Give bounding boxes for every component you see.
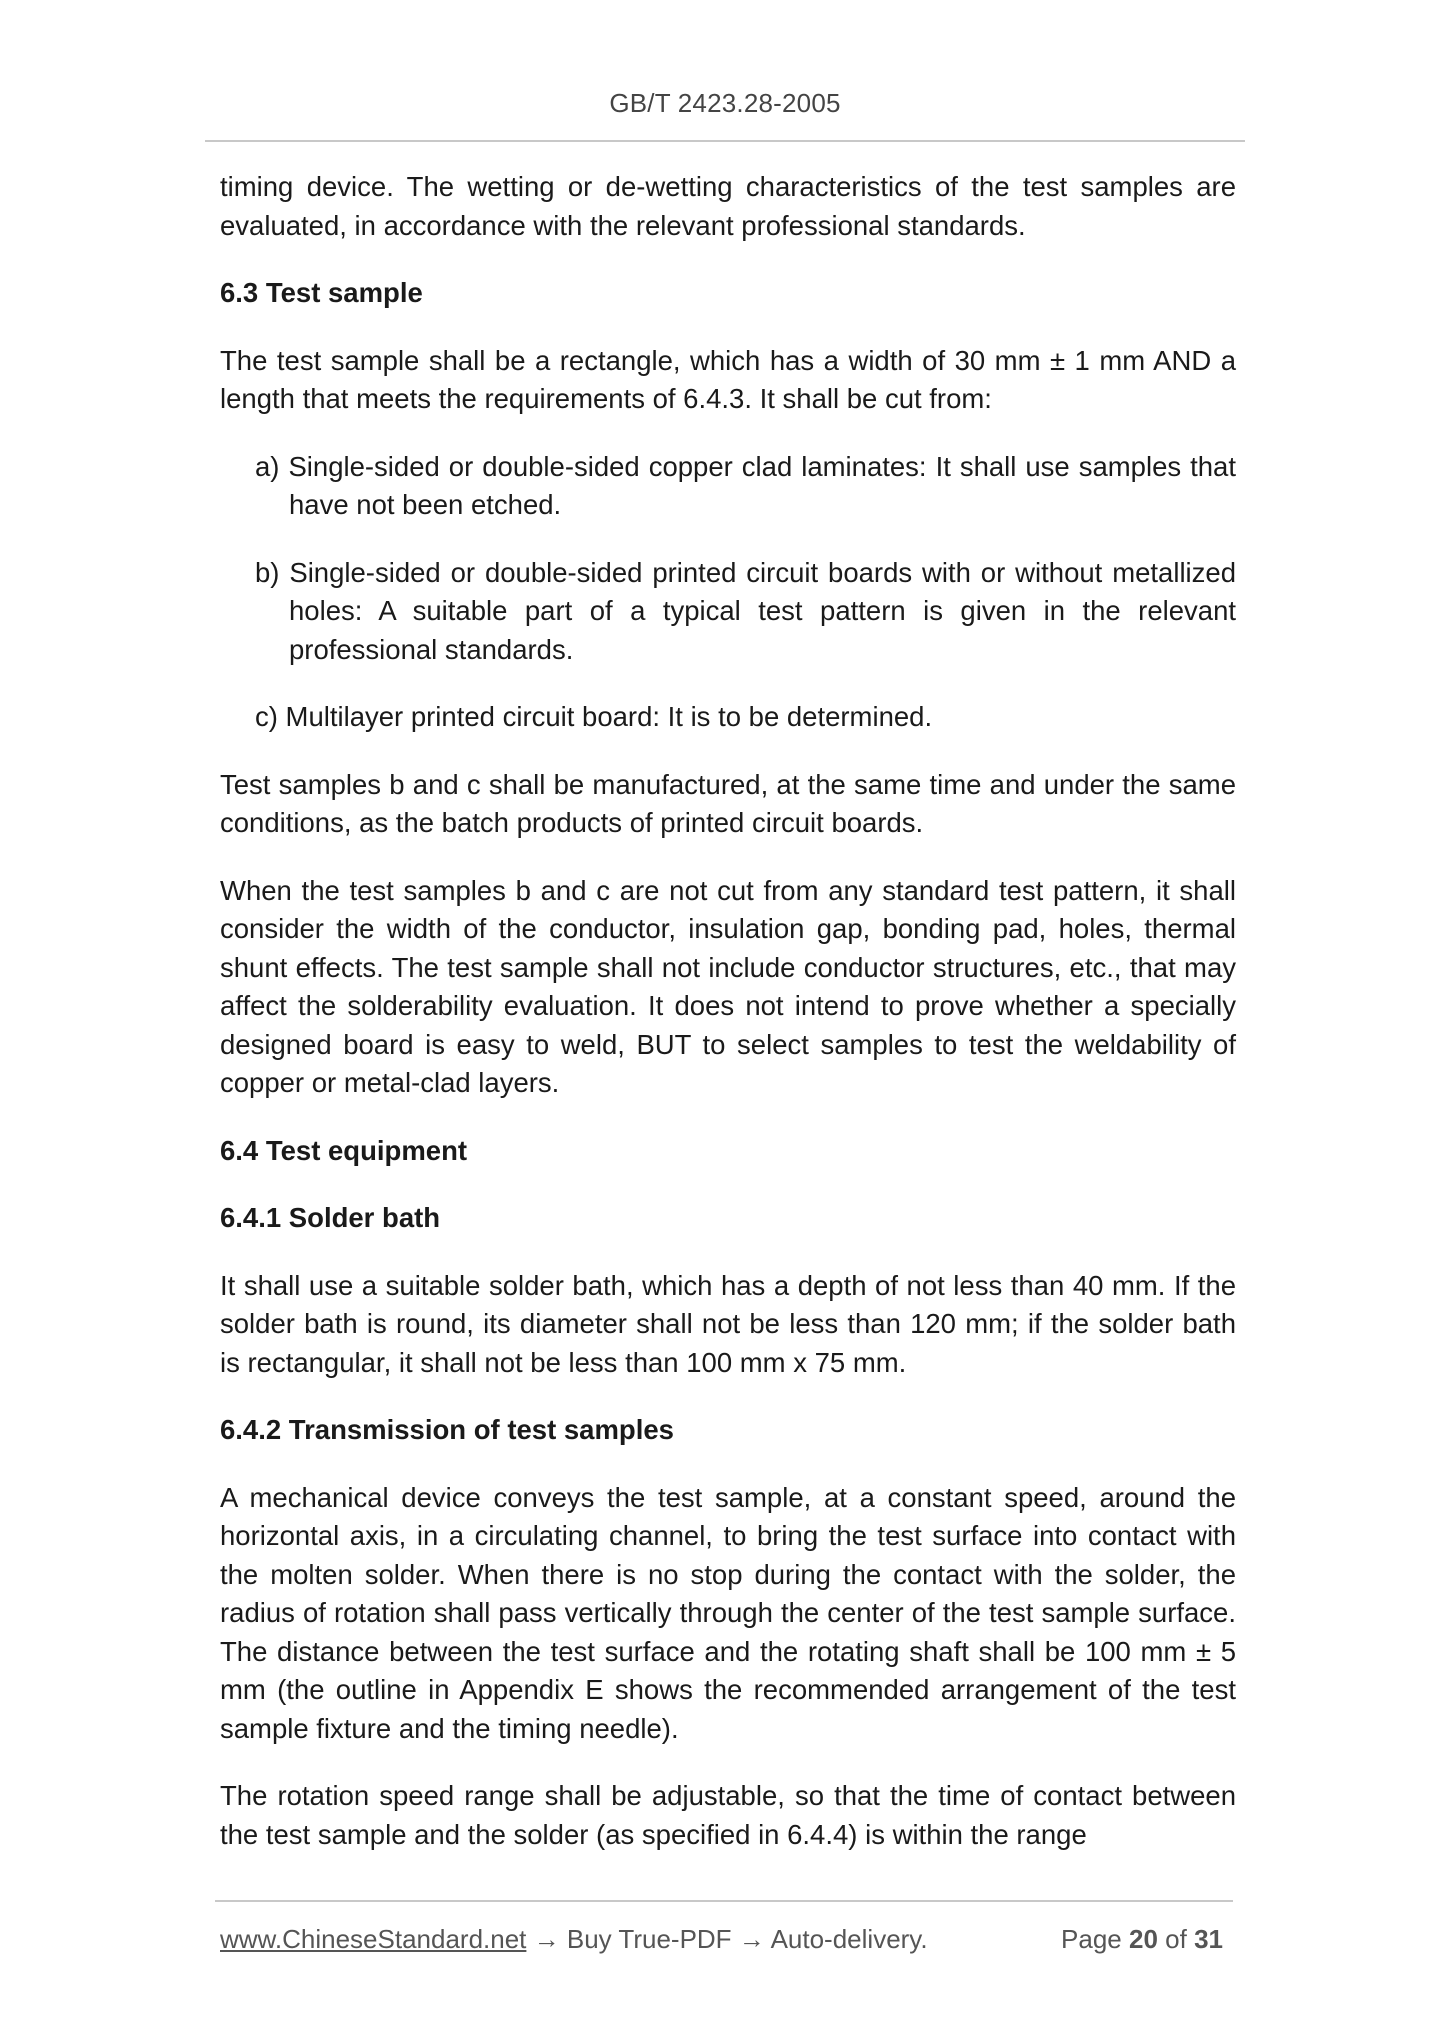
- document-id: GB/T 2423.28-2005: [609, 88, 841, 118]
- heading-6-4: 6.4 Test equipment: [220, 1134, 468, 1166]
- page-current: 20: [1129, 1924, 1158, 1954]
- page-number: [1061, 1924, 1223, 1955]
- page-label: Page: [1061, 1924, 1122, 1954]
- website-link[interactable]: www.ChineseStandard.net: [220, 1924, 527, 1954]
- list-item-b: b) Single-sided or double-sided printed circuit boards with or without metallized holes: A suitable part of a typical test pattern is given in the relevant professional standards.: [255, 556, 1236, 665]
- list-item-a: a) Single-sided or double-sided copper clad laminates: It shall use samples that have not been etched.: [255, 450, 1236, 520]
- heading-6-4-1: 6.4.1 Solder bath: [220, 1202, 441, 1233]
- paragraph-rotation: The rotation speed range shall be adjustable, so that the time of contact between the test sample and the solder (as specified in 6.4.4) is within the range: [220, 1780, 1236, 1850]
- paragraph-6-4-1: It shall use a suitable solder bath, which has a depth of not less than 40 mm. If the solder bath is round, its diameter shall not be less than 120 mm; if the solder bath is rectangular, it shall not be less than 100 mm x 75 mm.: [220, 1269, 1236, 1378]
- footer-tagline: → Buy True-PDF → Auto-delivery.: [526, 1924, 928, 1954]
- page-content: [220, 168, 1236, 1883]
- paragraph-6-4-2: A mechanical device conveys the test sample, at a constant speed, around the horizontal axis, in a circulating channel, to bring the test surface into contact with the molten solder. When there is no stop during the contact with the solder, the radius of rotation shall pass vertically through the center of the test sample surface. The distance between the test surface and the rotating shaft shall be 100 mm ± 5 mm (the outline in Appendix E shows the recommended arrangement of the test sample fixture and the timing needle).: [220, 1481, 1236, 1744]
- page-footer: [215, 1900, 1233, 1972]
- paragraph-when: When the test samples b and c are not cut from any standard test pattern, it shall consider the width of the conductor, insulation gap, bonding pad, holes, thermal shunt effects. The test sample shall not include conductor structures, etc., that may affect the solderability evaluation. It does not intend to prove whether a specially designed board is easy to weld, BUT to select samples to test the weldability of copper or metal-clad layers.: [220, 874, 1236, 1098]
- page-total: 31: [1194, 1924, 1223, 1954]
- page-header: [205, 78, 1245, 142]
- paragraph-samples-bc: Test samples b and c shall be manufactured, at the same time and under the same conditions, as the batch products of printed circuit boards.: [220, 768, 1236, 838]
- of-label: of: [1165, 1924, 1187, 1954]
- footer-left: [220, 1924, 928, 1955]
- paragraph-6-3: The test sample shall be a rectangle, which has a width of 30 mm ± 1 mm AND a length that meets the requirements of 6.4.3. It shall be cut from:: [220, 344, 1236, 414]
- heading-6-4-2: 6.4.2 Transmission of test samples: [220, 1414, 674, 1445]
- heading-6-3: 6.3 Test sample: [220, 277, 423, 308]
- list-item-c: c) Multilayer printed circuit board: It is to be determined.: [255, 701, 933, 732]
- paragraph-intro: timing device. The wetting or de-wetting characteristics of the test samples are evaluated, in accordance with the relevant professional standards.: [220, 171, 1236, 241]
